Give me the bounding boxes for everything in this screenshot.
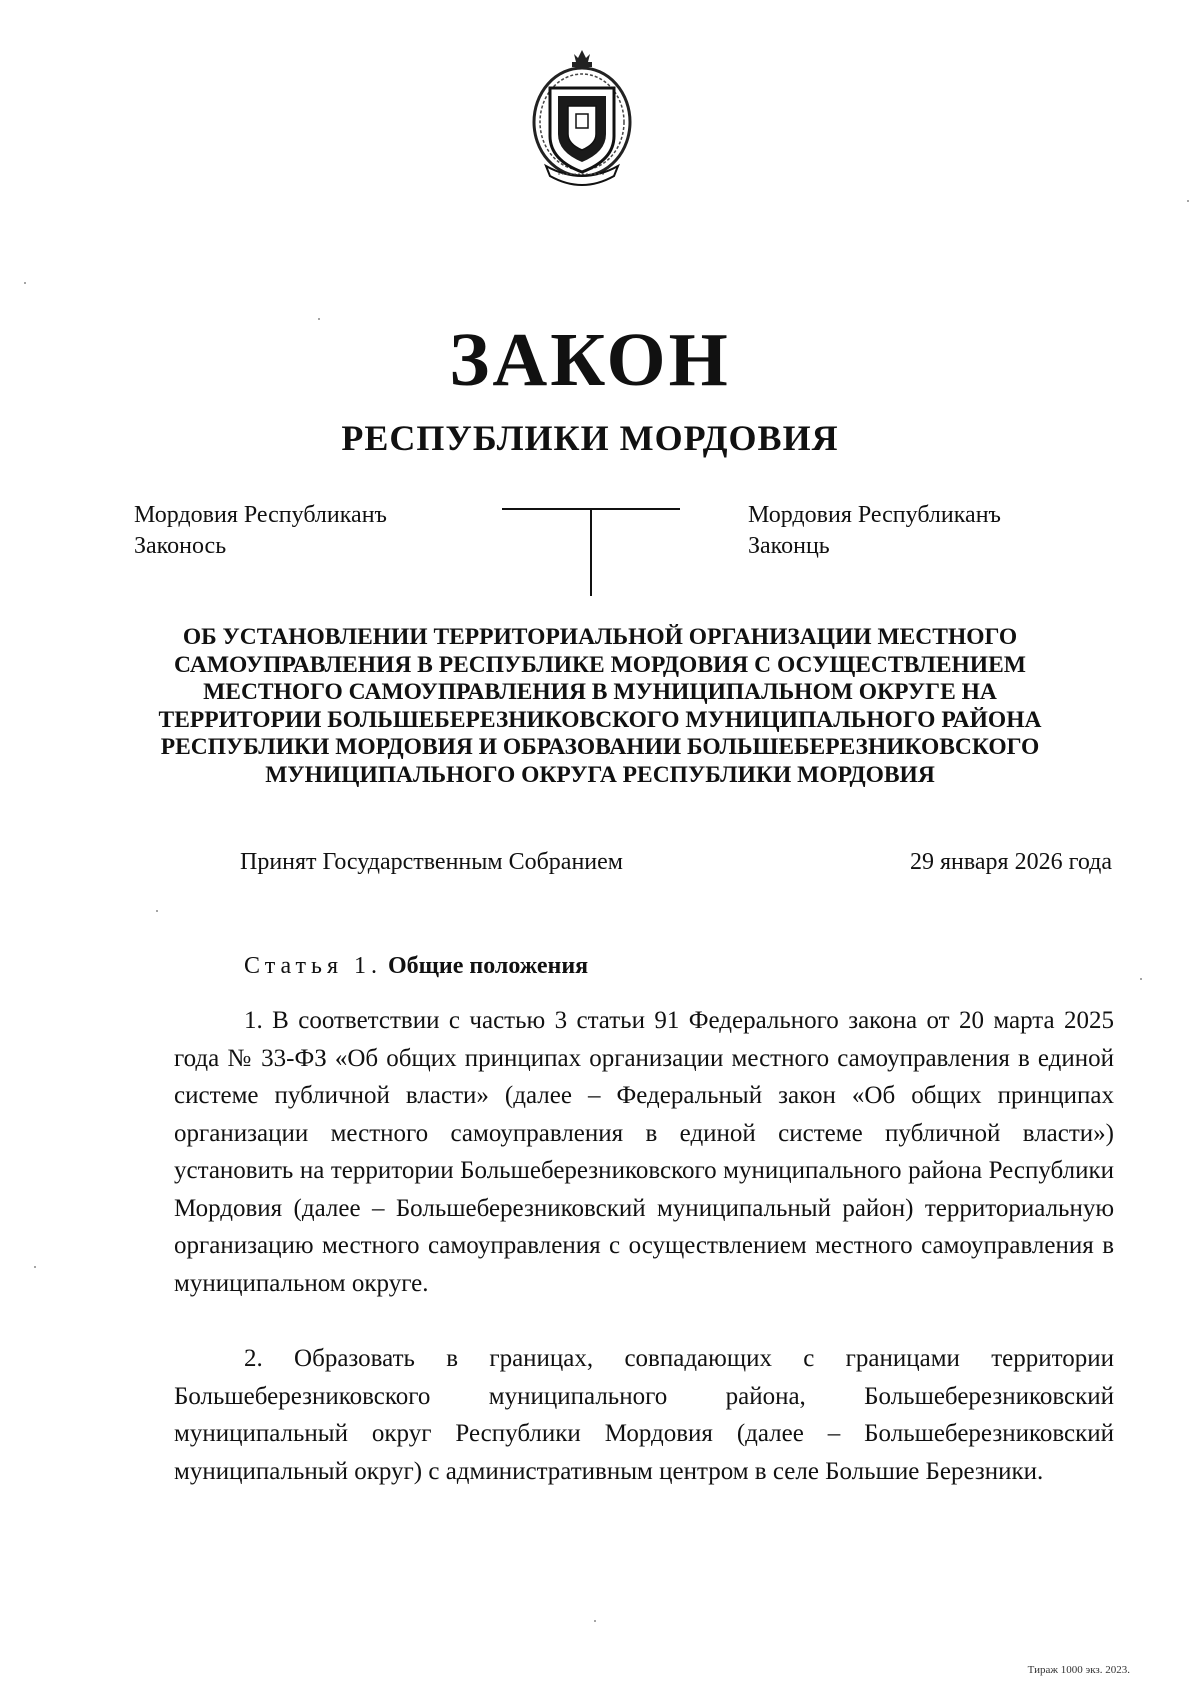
paragraph-2: 2. Образовать в границах, совпадающих с границами территории Большеберезниковского муниципального района, Большеберезниковский муниципальный округ Республики Мордовия (далее – Большеберезниковский муниципальный округ) с административным центром в селе Большие Березники. bbox=[174, 1345, 1114, 1485]
adoption-date: 29 января 2026 года bbox=[909, 849, 1112, 875]
scan-speck bbox=[156, 910, 158, 912]
scan-speck bbox=[24, 282, 26, 284]
article-title: Общие положения bbox=[387, 953, 589, 979]
scan-speck bbox=[34, 1266, 36, 1268]
moksha-title-right bbox=[748, 500, 1001, 562]
article-label: Статья 1. bbox=[244, 953, 382, 979]
scan-speck bbox=[1140, 978, 1142, 980]
law-title: ОБ УСТАНОВЛЕНИИ ТЕРРИТОРИАЛЬНОЙ ОРГАНИЗАЦИИ МЕСТНОГО САМОУПРАВЛЕНИЯ В РЕСПУБЛИКЕ МОРДОВИЯ С ОСУЩЕСТВЛЕНИЕМ МЕСТНОГО САМОУПРАВЛЕНИЯ В МУНИЦИПАЛЬНОМ ОКРУГЕ НА ТЕРРИТОРИИ БОЛЬШЕБЕРЕЗНИКОВСКОГО МУНИЦИПАЛЬНОГО РАЙОНА РЕСПУБЛИКИ МОРДОВИЯ И ОБРАЗОВАНИИ БОЛЬШЕБЕРЕЗНИКОВСКОГО МУНИЦИПАЛЬНОГО ОКРУГА РЕСПУБЛИКИ МОРДОВИЯ bbox=[158, 624, 1042, 788]
moksha-right-line-2: Законць bbox=[748, 533, 830, 559]
moksha-title-left bbox=[134, 500, 387, 562]
signature-line-vertical bbox=[590, 510, 592, 596]
moksha-left-line-1: Мордовия Республиканъ bbox=[134, 502, 387, 528]
document-subtitle: РЕСПУБЛИКИ МОРДОВИЯ bbox=[341, 418, 839, 458]
scan-speck bbox=[318, 318, 320, 320]
print-run-note: Тираж 1000 экз. 2023. bbox=[1027, 1664, 1130, 1676]
article-heading bbox=[244, 953, 588, 980]
scan-speck bbox=[594, 1620, 596, 1622]
adoption-statement: Принят Государственным Собранием bbox=[240, 849, 623, 875]
coat-of-arms-emblem bbox=[528, 48, 636, 190]
moksha-left-line-2: Законось bbox=[134, 533, 227, 559]
document-title: ЗАКОН bbox=[449, 318, 731, 402]
scan-speck bbox=[1187, 200, 1189, 202]
moksha-right-line-1: Мордовия Республиканъ bbox=[748, 502, 1001, 528]
paragraph-1: 1. В соответствии с частью 3 статьи 91 Федерального закона от 20 марта 2025 года № 33-ФЗ «Об общих принципах организации местного самоуправления в единой системе публичной власти» (далее – Федеральный закон «Об общих принципах организации местного самоуправления в единой системе публичной власти») установить на территории Большеберезниковского муниципального района Республики Мордовия (далее – Большеберезниковский муниципальный район) территориальную организацию местного самоуправления с осуществлением местного самоуправления в муниципальном округе. bbox=[174, 1007, 1114, 1297]
